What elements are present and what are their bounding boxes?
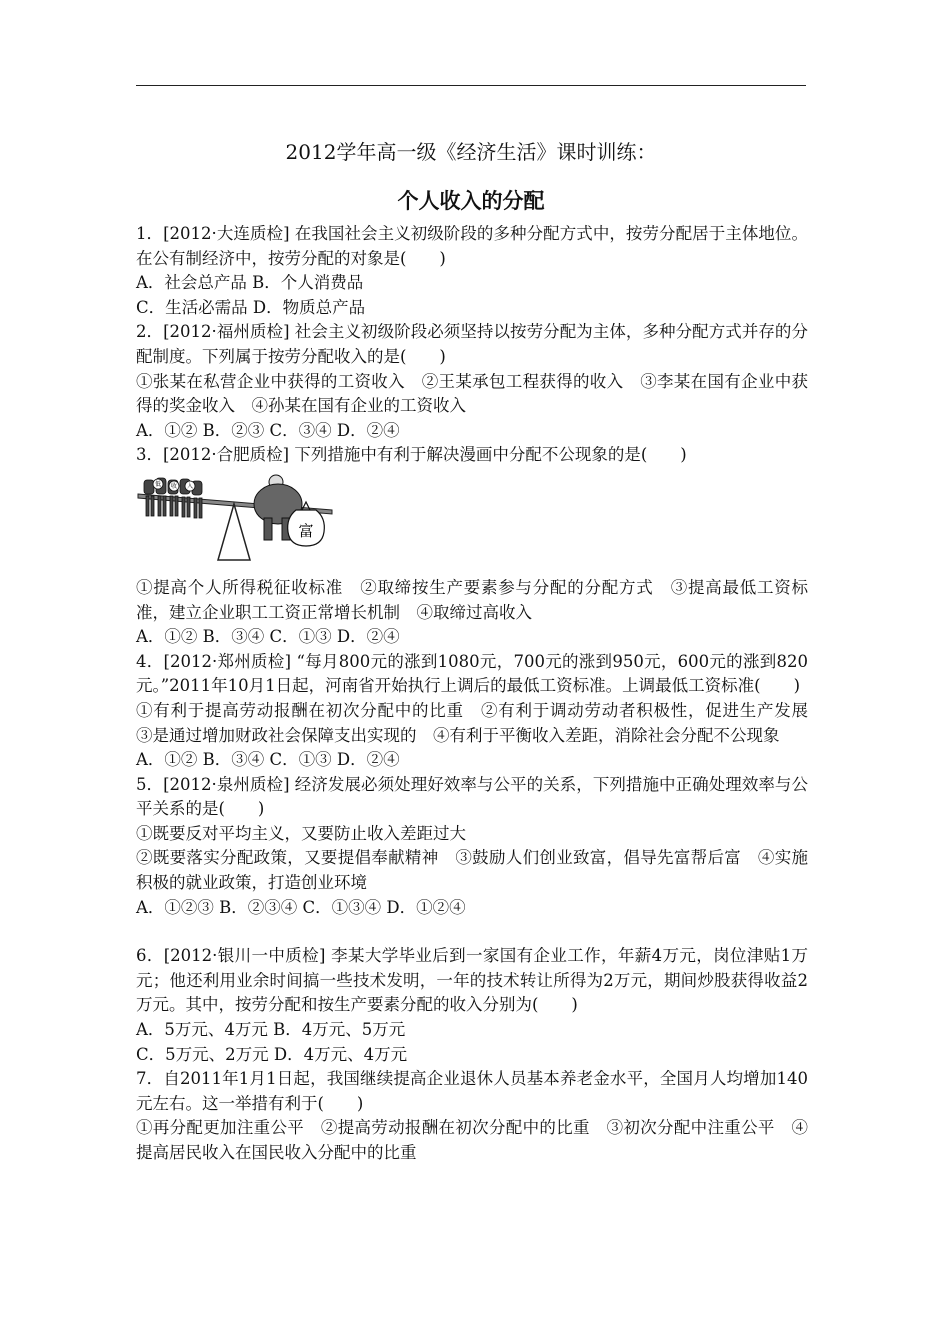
small-money-bags bbox=[153, 479, 195, 491]
q5-options: A．①②③ B．②③④ C．①③④ D．①②④ bbox=[136, 897, 466, 917]
page-title: 2012学年高一级《经济生活》课时训练： bbox=[285, 140, 657, 164]
q1-options-ab: A．社会总产品 B．个人消费品 bbox=[136, 273, 364, 293]
q5-stem: 5．[2012·泉州质检] 经济发展必须处理好效率与公平的关系，下列措施中正确处理效率与公平关系的是( ) bbox=[136, 774, 808, 819]
q2-options: A．①② B．②③ C．③④ D．②④ bbox=[136, 420, 400, 440]
q6-stem: 6．[2012·银川一中质检] 李某大学毕业后到一家国有企业工作，年薪4万元，岗位津贴1万元；他还利用业余时间搞一些技术发明，一年的技术转让所得为2万元，期间炒股获得收益2万元。其中，按劳分配和按生产要素分配的收入分别为( ) bbox=[136, 946, 808, 1015]
page-subtitle: 个人收入的分配 bbox=[397, 188, 545, 213]
q6-options-cd: C．5万元、2万元 D．4万元、4万元 bbox=[136, 1044, 408, 1064]
q3-stem: 3．[2012·合肥质检] 下列措施中有利于解决漫画中分配不公现象的是( ) bbox=[136, 445, 687, 465]
small-bag-char-1: 低 bbox=[154, 480, 162, 488]
q4-statements: ①有利于提高劳动报酬在初次分配中的比重 ②有利于调动劳动者积极性，促进生产发展 ③是通过增加财政社会保障支出实现的 ④有利于平衡收入差距，消除社会分配不公现象 bbox=[136, 700, 825, 745]
header-rule bbox=[136, 85, 806, 86]
q7-statements: ①再分配更加注重公平 ②提高劳动报酬在初次分配中的比重 ③初次分配中注重公平 ④提高居民收入在国民收入分配中的比重 bbox=[136, 1118, 808, 1162]
question-list bbox=[136, 222, 825, 1166]
q2-stem: 2．[2012·福州质检] 社会主义初级阶段必须坚持以按劳分配为主体，多种分配方式并存的分配制度。下列属于按劳分配收入的是( ) bbox=[136, 322, 808, 366]
q3-options: A．①② B．③④ C．①③ D．②④ bbox=[136, 627, 400, 647]
seesaw-cartoon bbox=[136, 474, 336, 562]
q6-options-ab: A．5万元、4万元 B．4万元、5万元 bbox=[136, 1020, 406, 1040]
q3-statements: ①提高个人所得税征收标准 ②取缔按生产要素参与分配的分配方式 ③提高最低工资标准，建立企业职工工资正常增长机制 ④取缔过高收入 bbox=[136, 577, 808, 622]
q4-options: A．①② B．③④ C．①③ D．②④ bbox=[136, 750, 400, 770]
q2-statements: ①张某在私营企业中获得的工资收入 ②王某承包工程获得的收入 ③李某在国有企业中获得的奖金收入 ④孙某在国有企业的工资收入 bbox=[136, 371, 808, 416]
small-bag-char-3: 入 bbox=[186, 482, 194, 490]
q5-statements-2-4: ②既要落实分配政策，又要提倡奉献精神 ③鼓励人们创业致富，倡导先富帮后富 ④实施积极的就业政策，打造创业环境 bbox=[136, 848, 808, 893]
q4-stem: 4．[2012·郑州质检] “每月800元的涨到1080元，700元的涨到950元，600元的涨到820元。”2011年10月1日起，河南省开始执行上调后的最低工资标准。上调最低工资标准( ) bbox=[136, 651, 808, 696]
small-bag-char-2: 收 bbox=[170, 482, 178, 490]
money-bag-char: 富 bbox=[298, 521, 314, 540]
q5-statement-1: ①既要反对平均主义，又要防止收入差距过大 bbox=[136, 823, 466, 843]
q1-stem: 1．[2012·大连质检] 在我国社会主义初级阶段的多种分配方式中，按劳分配居于主体地位。在公有制经济中，按劳分配的对象是( ) bbox=[136, 224, 808, 268]
q7-stem: 7．自2011年1月1日起，我国继续提高企业退休人员基本养老金水平，全国月人均增加140元左右。这一举措有利于( ) bbox=[136, 1069, 808, 1113]
q1-options-cd: C．生活必需品 D．物质总产品 bbox=[136, 297, 366, 317]
blank-gap bbox=[136, 920, 808, 944]
